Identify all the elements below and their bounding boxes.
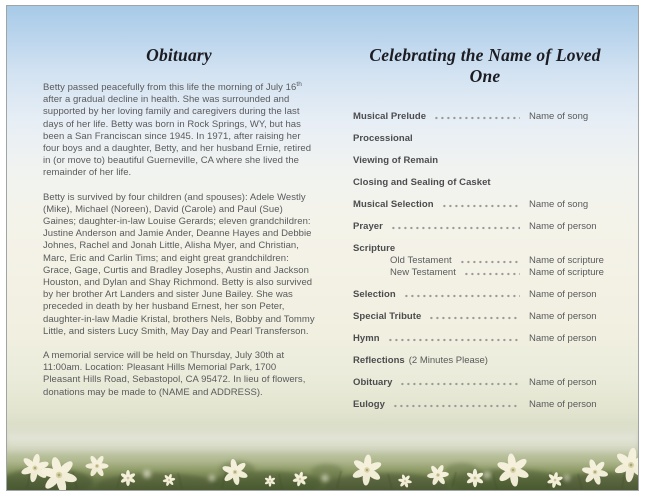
service-row-musical-prelude: [353, 111, 617, 122]
meadow-footer-art: [7, 410, 638, 490]
service-item-value: Name of person: [529, 333, 597, 344]
service-item-label: Musical Selection: [353, 199, 434, 210]
dotted-leader: [401, 382, 520, 386]
wildflower-meadow-icon: [7, 408, 639, 490]
service-row-selection: [353, 289, 617, 300]
obituary-p1-rest: after a gradual decline in health. She was surrounded and supported by her loving family and caregivers during the last days of her life. Betty was born in Rock Springs, WY, but has been a San Franciscan since 1945. In 1971, after raising her four boys and a daughter, Betty, and her husband Ernie, retired in (or move to) beautiful Guerneville, CA where she lived the remainder of her life.: [43, 94, 312, 179]
service-row-prayer: [353, 221, 617, 232]
service-item-label: Viewing of Remain: [353, 155, 439, 166]
dotted-leader: [435, 116, 520, 120]
service-item-value: Name of person: [529, 221, 597, 232]
service-row-new-testament: [353, 267, 617, 278]
service-item-value: Name of person: [529, 399, 597, 410]
obituary-paragraph-3: A memorial service will be held on Thursday, July 30th at 11:00am. Location: Pleasant Hills Memorial Park, 1700 Pleasant Hills Road, Sebastopol, CA 95472. In lieu of flowers, donations may be made to (NAME and ADDRESS).: [43, 350, 306, 398]
dotted-leader: [443, 204, 520, 208]
obituary-p1-text: Betty passed peacefully from this life the morning of July 16: [43, 82, 297, 93]
dotted-leader: [465, 272, 520, 276]
program-sheet: [6, 5, 639, 491]
service-row-special-tribute: [353, 311, 617, 322]
service-item-label: Prayer: [353, 221, 383, 232]
service-subitem-label: Old Testament: [390, 255, 452, 266]
service-item-note: (2 Minutes Please): [408, 355, 488, 366]
service-row-viewing-of-remain: [353, 155, 617, 166]
service-item-value: Name of song: [529, 199, 589, 210]
service-item-value: Name of person: [529, 289, 597, 300]
dotted-leader: [405, 294, 520, 298]
dotted-leader: [430, 316, 520, 320]
service-title: Celebrating the Name of Loved One: [369, 45, 601, 86]
service-item-label: Closing and Sealing of Casket: [353, 177, 491, 188]
dotted-leader: [389, 338, 520, 342]
service-item-label: Musical Prelude: [353, 111, 427, 122]
obituary-paragraph-2: Betty is survived by four children (and spouses): Adele Westly (Mike), Michael (Noreen), David (Carole) and Paul (Sue) Gaines; daughter-in-law Louise Gerards; eleven grandchildren: Justine Anderson and Jamie Ander, Deanne Hayes and Debbie Johnes, Rachel and Jonah Little, Alisha Myer, and Christian, Marc, Eric and Carlin Tims; and eight great grandchildren: Grace, Gage, Curtis and Bradley Josephs, Austin and Jackson Houston, and Dylan and Shay Richmond. Betty is also survived by her brother Art Landers and sister June Bailey. She was preceded in death by her husband Ernest, her son Peter, daughter-in-law Madie Kristal, brothers Nels, Bobby and Tommy Little, and sisters Lucy Smith, May Day and Pearl Transferson.: [43, 191, 315, 337]
obituary-title: Obituary: [146, 45, 212, 65]
ordinal-superscript: th: [296, 80, 302, 88]
dotted-leader: [392, 226, 520, 230]
service-row-reflections: [353, 355, 617, 366]
service-row-obituary: [353, 377, 617, 388]
service-item-label: Hymn: [353, 333, 380, 344]
service-row-hymn: [353, 333, 617, 344]
service-item-label: Selection: [353, 289, 396, 300]
service-item-label: Eulogy: [353, 399, 385, 410]
service-item-value: Name of song: [529, 111, 589, 122]
service-item-label: Special Tribute: [353, 311, 422, 322]
service-row-processional: [353, 133, 617, 144]
service-item-value: Name of person: [529, 377, 597, 388]
service-row-musical-selection: [353, 199, 617, 210]
service-item-value: Name of person: [529, 311, 597, 322]
service-item-label: Scripture: [353, 243, 396, 254]
service-row-scripture: [353, 243, 617, 254]
service-row-old-testament: [353, 255, 617, 266]
service-item-label: Obituary: [353, 377, 393, 388]
service-item-label: Processional: [353, 133, 413, 144]
order-of-service-column: [353, 45, 617, 410]
service-item-label: Reflections: [353, 355, 405, 366]
obituary-paragraph-1: [43, 82, 315, 180]
service-subitem-label: New Testament: [390, 267, 456, 278]
service-item-value: Name of scripture: [529, 267, 604, 278]
service-item-value: Name of scripture: [529, 255, 604, 266]
obituary-column: [43, 45, 315, 411]
dotted-leader: [461, 260, 520, 264]
service-row-closing-casket: [353, 177, 617, 188]
